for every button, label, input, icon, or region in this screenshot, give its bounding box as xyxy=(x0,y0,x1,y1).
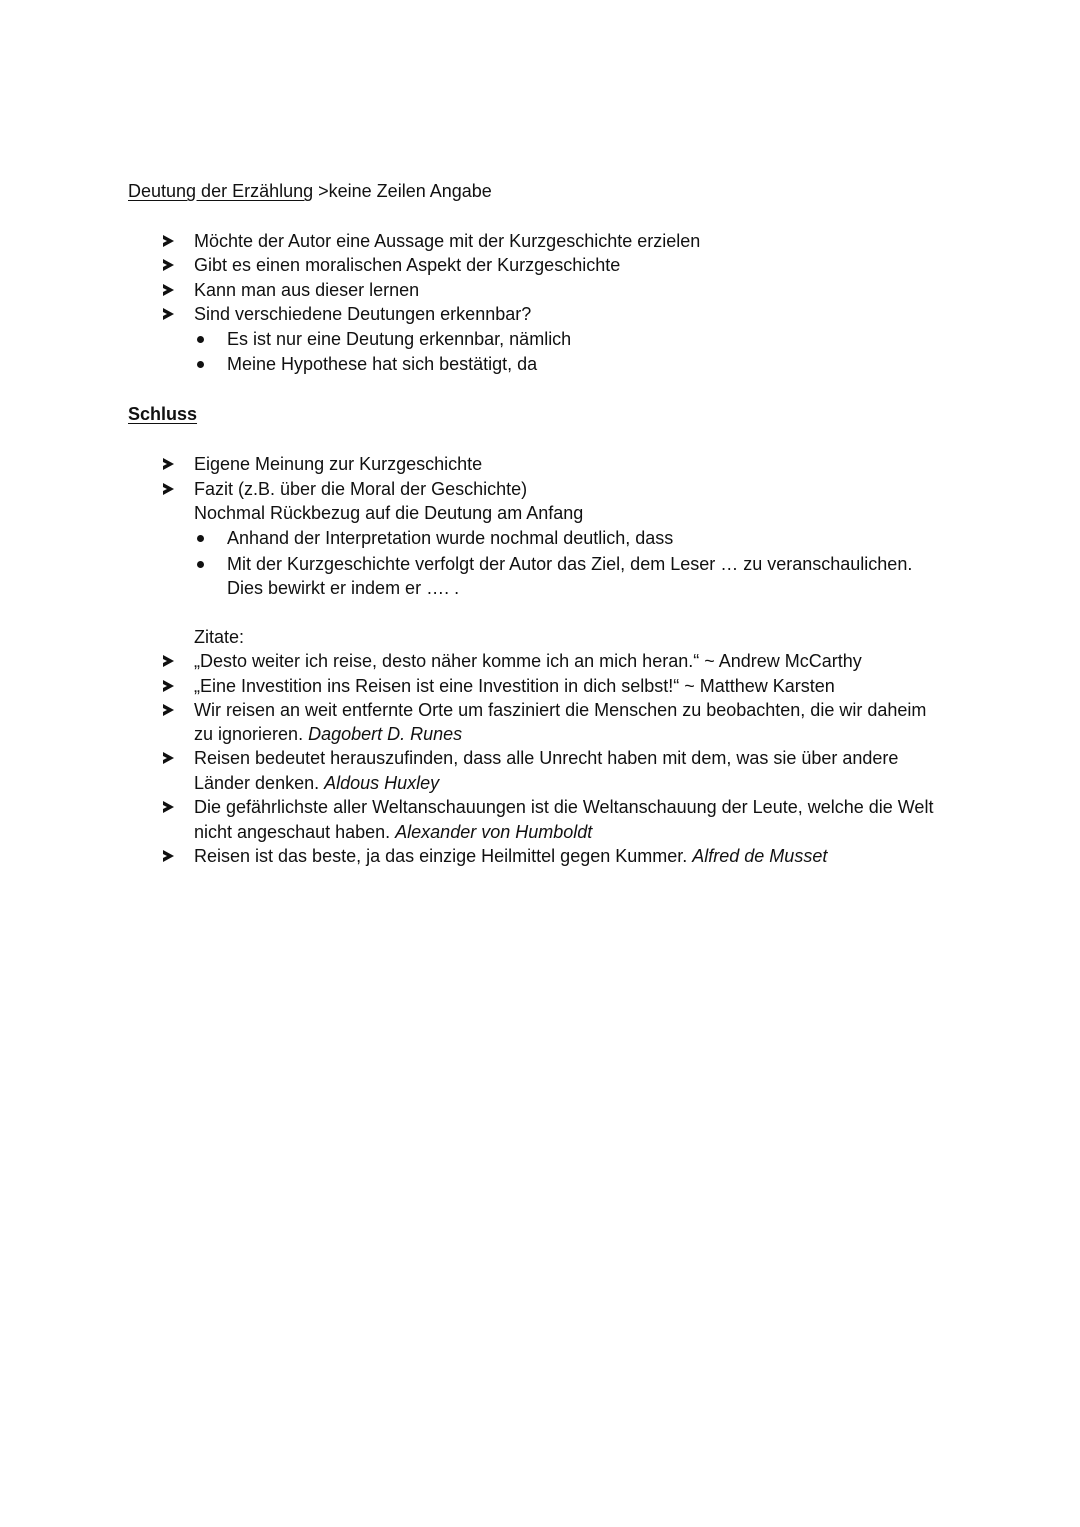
arrow-bullet-icon xyxy=(163,680,174,692)
arrow-bullet-icon xyxy=(163,284,174,296)
quote-item-line: Wir reisen an weit entfernte Orte um fasziniert die Menschen zu beobachten, die wir daheim xyxy=(194,700,927,720)
quote-item-line: Die gefährlichste aller Weltanschauungen ist die Weltanschauung der Leute, welche die Welt xyxy=(194,797,934,817)
arrow-bullet-icon xyxy=(163,850,174,862)
arrow-bullet-icon xyxy=(163,235,174,247)
quote-text: nicht angeschaut haben. xyxy=(194,822,396,842)
sub-list-item: Anhand der Interpretation wurde nochmal deutlich, dass xyxy=(227,528,674,548)
quote-author: Alfred de Musset xyxy=(692,846,828,866)
deutung-note: >keine Zeilen Angabe xyxy=(318,181,492,201)
quote-author: Dagobert D. Runes xyxy=(308,724,463,744)
list-item: Sind verschiedene Deutungen erkennbar? xyxy=(194,304,532,324)
deutung-title: Deutung der Erzählung xyxy=(128,181,314,201)
sub-list-item: Meine Hypothese hat sich bestätigt, da xyxy=(227,354,538,374)
arrow-bullet-icon xyxy=(163,704,174,716)
dot-bullet-icon xyxy=(197,336,204,343)
list-item: Eigene Meinung zur Kurzgeschichte xyxy=(194,454,483,474)
arrow-bullet-icon xyxy=(163,752,174,764)
quote-item-line: Reisen bedeutet herauszufinden, dass alle Unrecht haben mit dem, was sie über andere xyxy=(194,748,899,768)
list-item: Fazit (z.B. über die Moral der Geschichte) xyxy=(194,479,528,499)
list-item: Gibt es einen moralischen Aspekt der Kurzgeschichte xyxy=(194,255,621,275)
list-item: Möchte der Autor eine Aussage mit der Kurzgeschichte erzielen xyxy=(194,231,701,251)
arrow-bullet-icon xyxy=(163,458,174,470)
quote-item-line xyxy=(194,820,592,845)
quote-item-line xyxy=(194,844,827,869)
sub-list-item: Mit der Kurzgeschichte verfolgt der Autor das Ziel, dem Leser … zu veranschaulichen. xyxy=(227,554,913,574)
quote-item: „Eine Investition ins Reisen ist eine Investition in dich selbst!“ ~ Matthew Karsten xyxy=(194,676,835,696)
dot-bullet-icon xyxy=(197,361,204,368)
arrow-bullet-icon xyxy=(163,483,174,495)
sub-list-item-continuation: Dies bewirkt er indem er …. . xyxy=(227,578,460,598)
quote-text: zu ignorieren. xyxy=(194,724,309,744)
list-item-continuation: Nochmal Rückbezug auf die Deutung am Anfang xyxy=(194,503,584,523)
arrow-bullet-icon xyxy=(163,308,174,320)
arrow-bullet-icon xyxy=(163,801,174,813)
section-heading-schluss: Schluss xyxy=(128,404,198,424)
arrow-bullet-icon xyxy=(163,259,174,271)
sub-list-item: Es ist nur eine Deutung erkennbar, nämlich xyxy=(227,329,572,349)
arrow-bullet-icon xyxy=(163,655,174,667)
section-heading-deutung xyxy=(128,179,492,204)
quote-text: Reisen ist das beste, ja das einzige Heilmittel gegen Kummer. xyxy=(194,846,693,866)
quote-author: Alexander von Humboldt xyxy=(395,822,593,842)
zitate-label: Zitate: xyxy=(194,627,245,647)
quote-item-line xyxy=(194,722,462,747)
quote-text: Länder denken. xyxy=(194,773,325,793)
dot-bullet-icon xyxy=(197,561,204,568)
list-item: Kann man aus dieser lernen xyxy=(194,280,420,300)
quote-item-line xyxy=(194,771,439,796)
dot-bullet-icon xyxy=(197,535,204,542)
quote-author: Aldous Huxley xyxy=(324,773,440,793)
quote-item: „Desto weiter ich reise, desto näher komme ich an mich heran.“ ~ Andrew McCarthy xyxy=(194,651,862,671)
